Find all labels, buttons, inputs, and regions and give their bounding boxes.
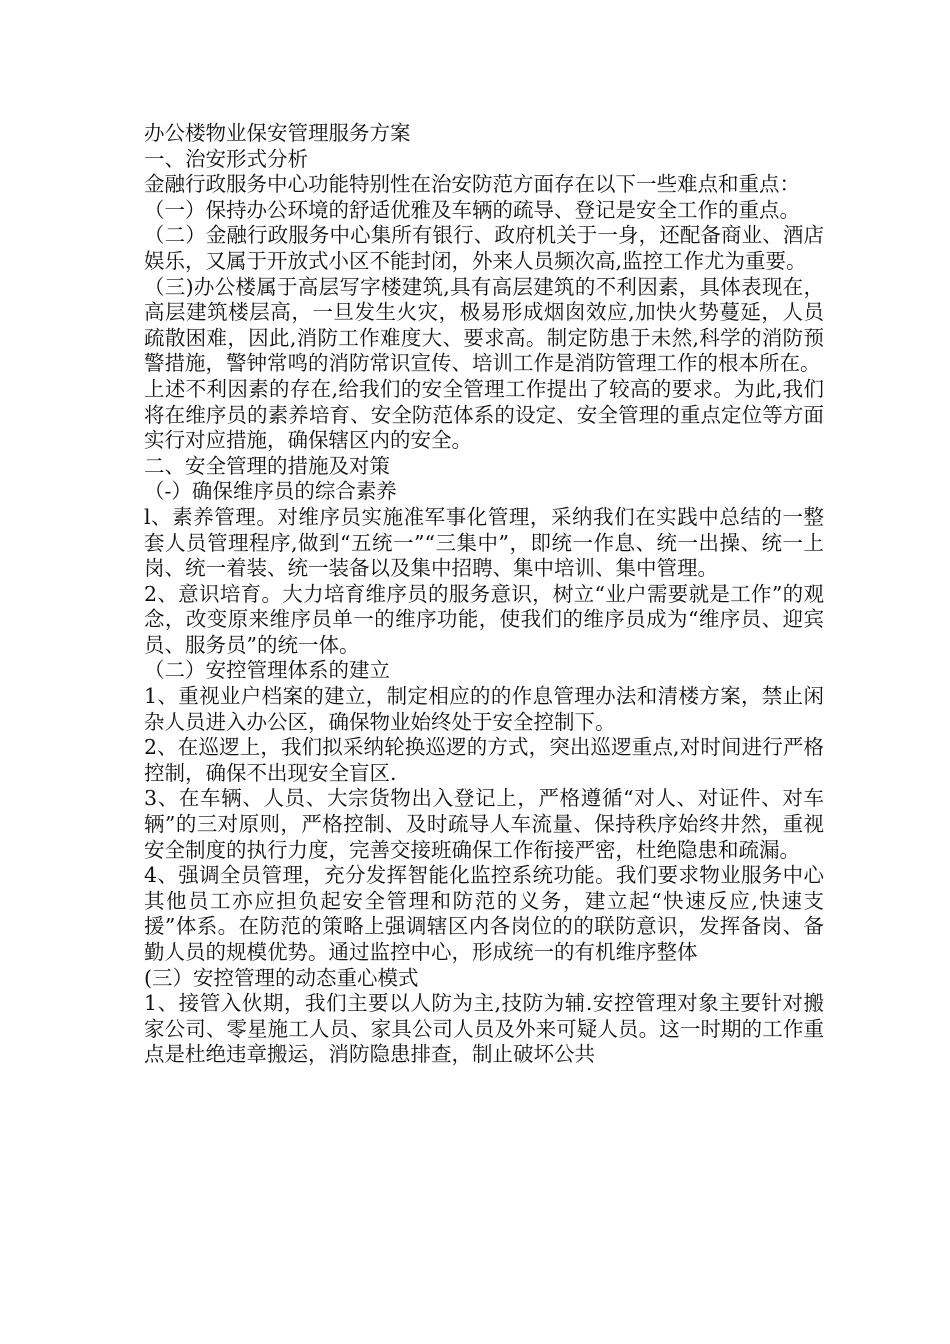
- subsection-heading: （-）确保维序员的综合素养: [144, 479, 397, 504]
- subsection-heading: (三）安控管理的动态重心模式: [144, 965, 419, 990]
- subsection-heading: （二）安控管理体系的建立: [144, 658, 390, 683]
- body-paragraph: 上述不利因素的存在,给我们的安全管理工作提出了较高的要求。为此,我们将在维序员的素养培育、安全防范体系的设定、安全管理的重点定位等方面实行对应措施，确保辖区内的安全。: [144, 376, 824, 453]
- body-paragraph: l、素养管理。对维序员实施准军事化管理，采纳我们在实践中总结的一整套人员管理程序,做到“五统一”“三集中”，即统一作息、统一出操、统一上岗、统一着装、统一装备以及集中招聘、集中培训、集中管理。: [144, 504, 824, 581]
- document-page: [144, 121, 824, 1068]
- body-paragraph: 1、重视业户档案的建立，制定相应的的作息管理办法和清楼方案，禁止闲杂人员进入办公区，确保物业始终处于安全控制下。: [144, 684, 824, 734]
- body-paragraph: 金融行政服务中心功能特别性在治安防范方面存在以下一些难点和重点：: [144, 172, 800, 197]
- document-title: 办公楼物业保安管理服务方案: [144, 121, 411, 145]
- body-paragraph: 4、强调全员管理，充分发挥智能化监控系统功能。我们要求物业服务中心其他员工亦应担负起安全管理和防范的义务，建立起“快速反应,快速支援”体系。在防范的策略上强调辖区内各岗位的的联防意识，发挥备岗、备勤人员的规模优势。通过监控中心，形成统一的有机维序整体: [144, 863, 824, 964]
- body-paragraph: 3、在车辆、人员、大宗货物出入登记上，严格遵循“对人、对证件、对车辆”的三对原则，严格控制、及时疏导人车流量、保持秩序始终井然，重视安全制度的执行力度，完善交接班确保工作衔接严密，杜绝隐患和疏漏。: [144, 786, 824, 862]
- body-paragraph: （二）金融行政服务中心集所有银行、政府机关于一身，还配备商业、酒店娱乐，又属于开放式小区不能封闭，外来人员频次高,监控工作尤为重要。: [144, 223, 824, 273]
- body-paragraph: 2、意识培育。大力培育维序员的服务意识，树立“业户需要就是工作”的观念，改变原来维序员单一的维序功能，使我们的维序员成为“维序员、迎宾员、服务员”的统一体。: [144, 581, 824, 657]
- body-paragraph: 1、接管入伙期，我们主要以人防为主,技防为辅.安控管理对象主要针对搬家公司、零星施工人员、家具公司人员及外来可疑人员。这一时期的工作重点是杜绝违章搬运，消防隐患排查，制止破坏公共: [144, 991, 824, 1067]
- body-paragraph: 2、在巡逻上，我们拟采纳轮换巡逻的方式，突出巡逻重点,对时间进行严格控制，确保不出现安全盲区.: [144, 735, 824, 785]
- section-heading: 一、治安形式分析: [144, 146, 308, 171]
- section-heading: 二、安全管理的措施及对策: [144, 453, 390, 478]
- body-paragraph: （一）保持办公环境的舒适优雅及车辆的疏导、登记是安全工作的重点。: [144, 197, 800, 222]
- body-paragraph: （三)办公楼属于高层写字楼建筑,具有高层建筑的不利因素，具体表现在，高层建筑楼层高，一旦发生火灾，极易形成烟囱效应,加快火势蔓延，人员疏散困难，因此,消防工作难度大、要求高。制定防患于未然,科学的消防预警措施，警钟常鸣的消防常识宣传、培训工作是消防管理工作的根本所在。: [144, 274, 824, 376]
